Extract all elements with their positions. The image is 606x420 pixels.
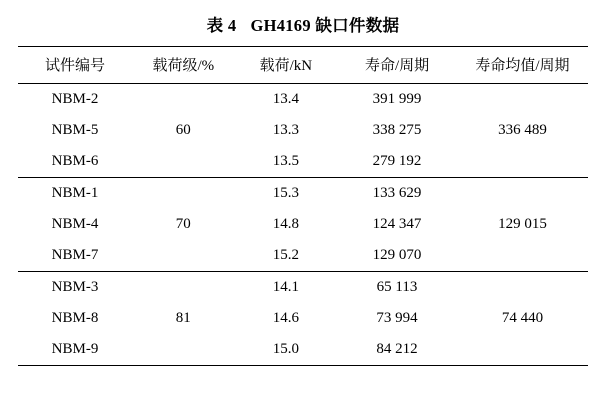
header-life: 寿命/周期 bbox=[337, 47, 457, 84]
cell-life: 279 192 bbox=[337, 146, 457, 178]
cell-load: 14.6 bbox=[272, 310, 300, 326]
cell-specimen-id: NBM-5 bbox=[51, 122, 99, 138]
cell-load-level: 70 bbox=[175, 216, 191, 232]
cell-specimen-id: NBM-2 bbox=[51, 91, 99, 107]
header-load-level: 载荷级/% bbox=[132, 47, 235, 84]
table-caption bbox=[18, 12, 588, 36]
cell-specimen-id: NBM-7 bbox=[18, 240, 132, 272]
cell-life: 129 070 bbox=[337, 240, 457, 272]
table-row bbox=[18, 178, 588, 210]
table-caption-number: 表 4 bbox=[206, 16, 237, 35]
table-body bbox=[18, 84, 588, 366]
cell-load: 13.3 bbox=[272, 122, 300, 138]
header-specimen-id: 试件编号 bbox=[18, 47, 132, 84]
cell-load: 15.0 bbox=[235, 334, 338, 366]
table-header bbox=[18, 47, 588, 84]
header-load: 载荷/kN bbox=[235, 47, 338, 84]
cell-life: 84 212 bbox=[337, 334, 457, 366]
cell-load: 13.5 bbox=[235, 146, 338, 178]
cell-life-average: 129 015 bbox=[498, 216, 547, 232]
header-life-average: 寿命均值/周期 bbox=[457, 47, 588, 84]
cell-load: 14.8 bbox=[272, 216, 300, 232]
cell-life: 133 629 bbox=[372, 185, 422, 201]
cell-load-level: 60 bbox=[175, 122, 191, 138]
notched-specimen-data-table bbox=[18, 46, 588, 366]
cell-specimen-id: NBM-4 bbox=[51, 216, 99, 232]
cell-life-average: 74 440 bbox=[501, 310, 544, 326]
cell-specimen-id: NBM-9 bbox=[18, 334, 132, 366]
cell-load-level: 81 bbox=[175, 310, 191, 326]
cell-life: 124 347 bbox=[372, 216, 422, 232]
cell-life: 65 113 bbox=[376, 279, 418, 295]
table-caption-title: GH4169 缺口件数据 bbox=[250, 16, 400, 35]
cell-life: 391 999 bbox=[372, 91, 422, 107]
cell-life: 338 275 bbox=[372, 122, 422, 138]
cell-specimen-id: NBM-8 bbox=[51, 310, 99, 326]
cell-specimen-id: NBM-1 bbox=[51, 185, 99, 201]
table-row bbox=[18, 84, 588, 116]
table-header-row bbox=[18, 47, 588, 84]
cell-life-average: 336 489 bbox=[498, 122, 547, 138]
cell-load: 14.1 bbox=[272, 279, 300, 295]
cell-specimen-id: NBM-3 bbox=[51, 279, 99, 295]
cell-load: 13.4 bbox=[272, 91, 300, 107]
cell-load: 15.3 bbox=[272, 185, 300, 201]
cell-specimen-id: NBM-6 bbox=[18, 146, 132, 178]
cell-life: 73 994 bbox=[376, 310, 418, 326]
cell-load: 15.2 bbox=[235, 240, 338, 272]
table-row bbox=[18, 272, 588, 304]
